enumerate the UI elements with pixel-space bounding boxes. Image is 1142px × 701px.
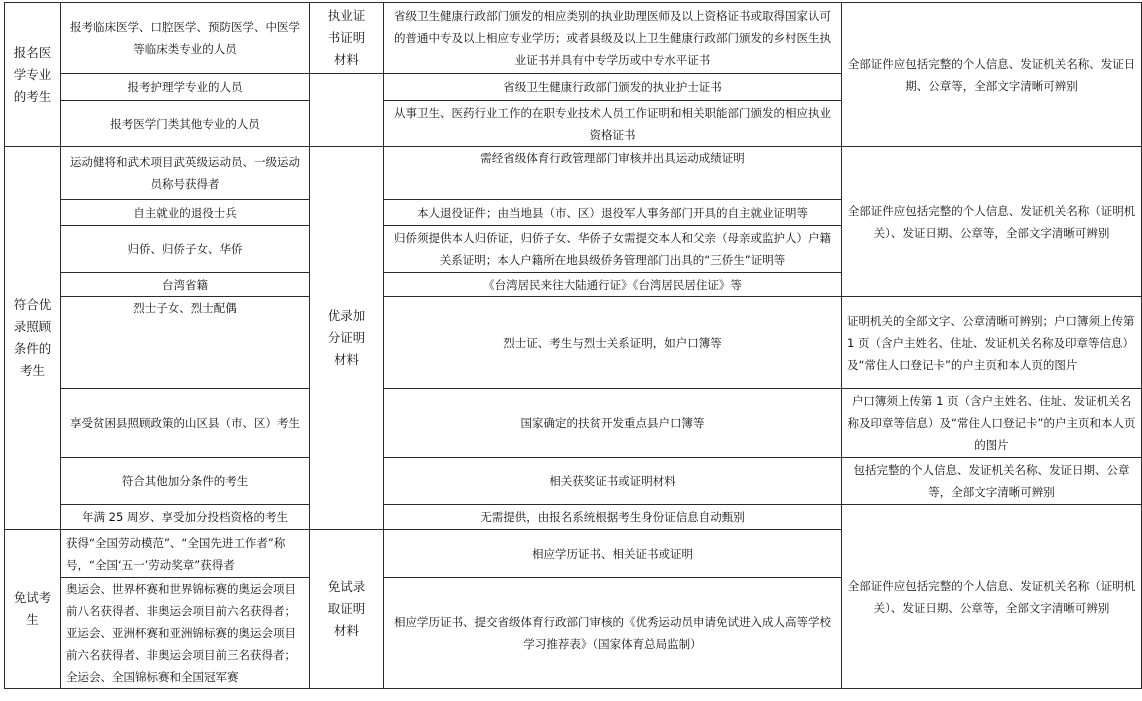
proof-cell: 归侨须提供本人归侨证，归侨子女、华侨子女需提交本人和父亲（母亲或监护人）户籍关系证明；本人户籍所在地县级侨务管理部门出具的“三侨生”证明等 xyxy=(384,226,842,273)
proof-cell: 相应学历证书、相关证书或证明 xyxy=(384,530,842,578)
applicant-cell: 烈士子女、烈士配偶 xyxy=(61,297,310,389)
category-cell: 免试考生 xyxy=(5,530,61,689)
material-type-cell: 优录加分证明材料 xyxy=(310,147,384,530)
proof-cell: 省级卫生健康行政部门颁发的执业护士证书 xyxy=(384,74,842,101)
materials-table xyxy=(4,2,1142,689)
requirement-cell: 证明机关的全部文字、公章清晰可辨别；户口簿须上传第 1 页（含户主姓名、住址、发证机关名称及印章等信息）及“常住人口登记卡”的户主页和本人页的图片 xyxy=(842,297,1142,389)
table-row xyxy=(5,505,1142,530)
requirement-cell: 全部证件应包括完整的个人信息、发证机关名称、发证日期、公章等，全部文字清晰可辨别 xyxy=(842,3,1142,147)
requirement-cell: 户口簿须上传第 1 页（含户主姓名、住址、发证机关名称及印章等信息）及“常住人口登记卡”的户主页和本人页的图片 xyxy=(842,389,1142,458)
proof-cell: 相关获奖证书或证明材料 xyxy=(384,458,842,505)
proof-cell: 需经省级体育行政管理部门审核并出具运动成绩证明 xyxy=(384,147,842,200)
category-cell: 报名医学专业的考生 xyxy=(5,3,61,147)
applicant-cell: 享受贫困县照顾政策的山区县（市、区）考生 xyxy=(61,389,310,458)
category-cell: 符合优录照顾条件的考生 xyxy=(5,147,61,530)
applicant-cell: 报考医学门类其他专业的人员 xyxy=(61,101,310,147)
applicant-cell: 归侨、归侨子女、华侨 xyxy=(61,226,310,273)
proof-cell: 从事卫生、医药行业工作的在职专业技术人员工作证明和相关职能部门颁发的相应执业资格证书 xyxy=(384,101,842,147)
applicant-cell: 台湾省籍 xyxy=(61,273,310,297)
applicant-cell: 获得“全国劳动模范”、“全国先进工作者”称号，“全国‘五一’劳动奖章”获得者 xyxy=(61,530,310,578)
table-row xyxy=(5,297,1142,389)
applicant-cell: 年满 25 周岁、享受加分投档资格的考生 xyxy=(61,505,310,530)
table-row xyxy=(5,3,1142,74)
table-row xyxy=(5,458,1142,505)
proof-cell: 本人退役证件；由当地县（市、区）退役军人事务部门开具的自主就业证明等 xyxy=(384,200,842,226)
requirement-cell: 包括完整的个人信息、发证机关名称、发证日期、公章等，全部文字清晰可辨别 xyxy=(842,458,1142,505)
material-type-cell: 执业证书证明材料 xyxy=(310,3,384,74)
table-row xyxy=(5,389,1142,458)
proof-cell: 烈士证、考生与烈士关系证明，如户口簿等 xyxy=(384,297,842,389)
table-row xyxy=(5,147,1142,200)
applicant-cell: 报考护理学专业的人员 xyxy=(61,74,310,101)
proof-cell: 省级卫生健康行政部门颁发的相应类别的执业助理医师及以上资格证书或取得国家认可的普通中专及以上相应专业学历；或者县级及以上卫生健康行政部门颁发的乡村医生执业证书并具有中专学历或中专水平证书 xyxy=(384,3,842,74)
proof-cell: 相应学历证书、提交省级体育行政部门审核的《优秀运动员申请免试进入成人高等学校学习推荐表》（国家体育总局监制） xyxy=(384,578,842,689)
applicant-cell: 报考临床医学、口腔医学、预防医学、中医学等临床类专业的人员 xyxy=(61,3,310,74)
applicant-cell: 奥运会、世界杯赛和世界锦标赛的奥运会项目前八名获得者、非奥运会项目前六名获得者；亚运会、亚洲杯赛和亚洲锦标赛的奥运会项目前六名获得者、非奥运会项目前三名获得者；全运会、全国锦标赛和全国冠军赛 xyxy=(61,578,310,689)
requirement-cell: 全部证件应包括完整的个人信息、发证机关名称（证明机关）、发证日期、公章等，全部文字清晰可辨别 xyxy=(842,505,1142,689)
proof-cell: 无需提供，由报名系统根据考生身份证信息自动甄别 xyxy=(384,505,842,530)
material-type-cell-empty xyxy=(310,74,384,147)
proof-cell: 《台湾居民来往大陆通行证》《台湾居民居住证》等 xyxy=(384,273,842,297)
applicant-cell: 自主就业的退役士兵 xyxy=(61,200,310,226)
proof-cell: 国家确定的扶贫开发重点县户口簿等 xyxy=(384,389,842,458)
applicant-cell: 符合其他加分条件的考生 xyxy=(61,458,310,505)
applicant-cell: 运动健将和武术项目武英级运动员、一级运动员称号获得者 xyxy=(61,147,310,200)
requirement-cell: 全部证件应包括完整的个人信息、发证机关名称（证明机关）、发证日期、公章等，全部文字清晰可辨别 xyxy=(842,147,1142,297)
material-type-cell: 免试录取证明材料 xyxy=(310,530,384,689)
